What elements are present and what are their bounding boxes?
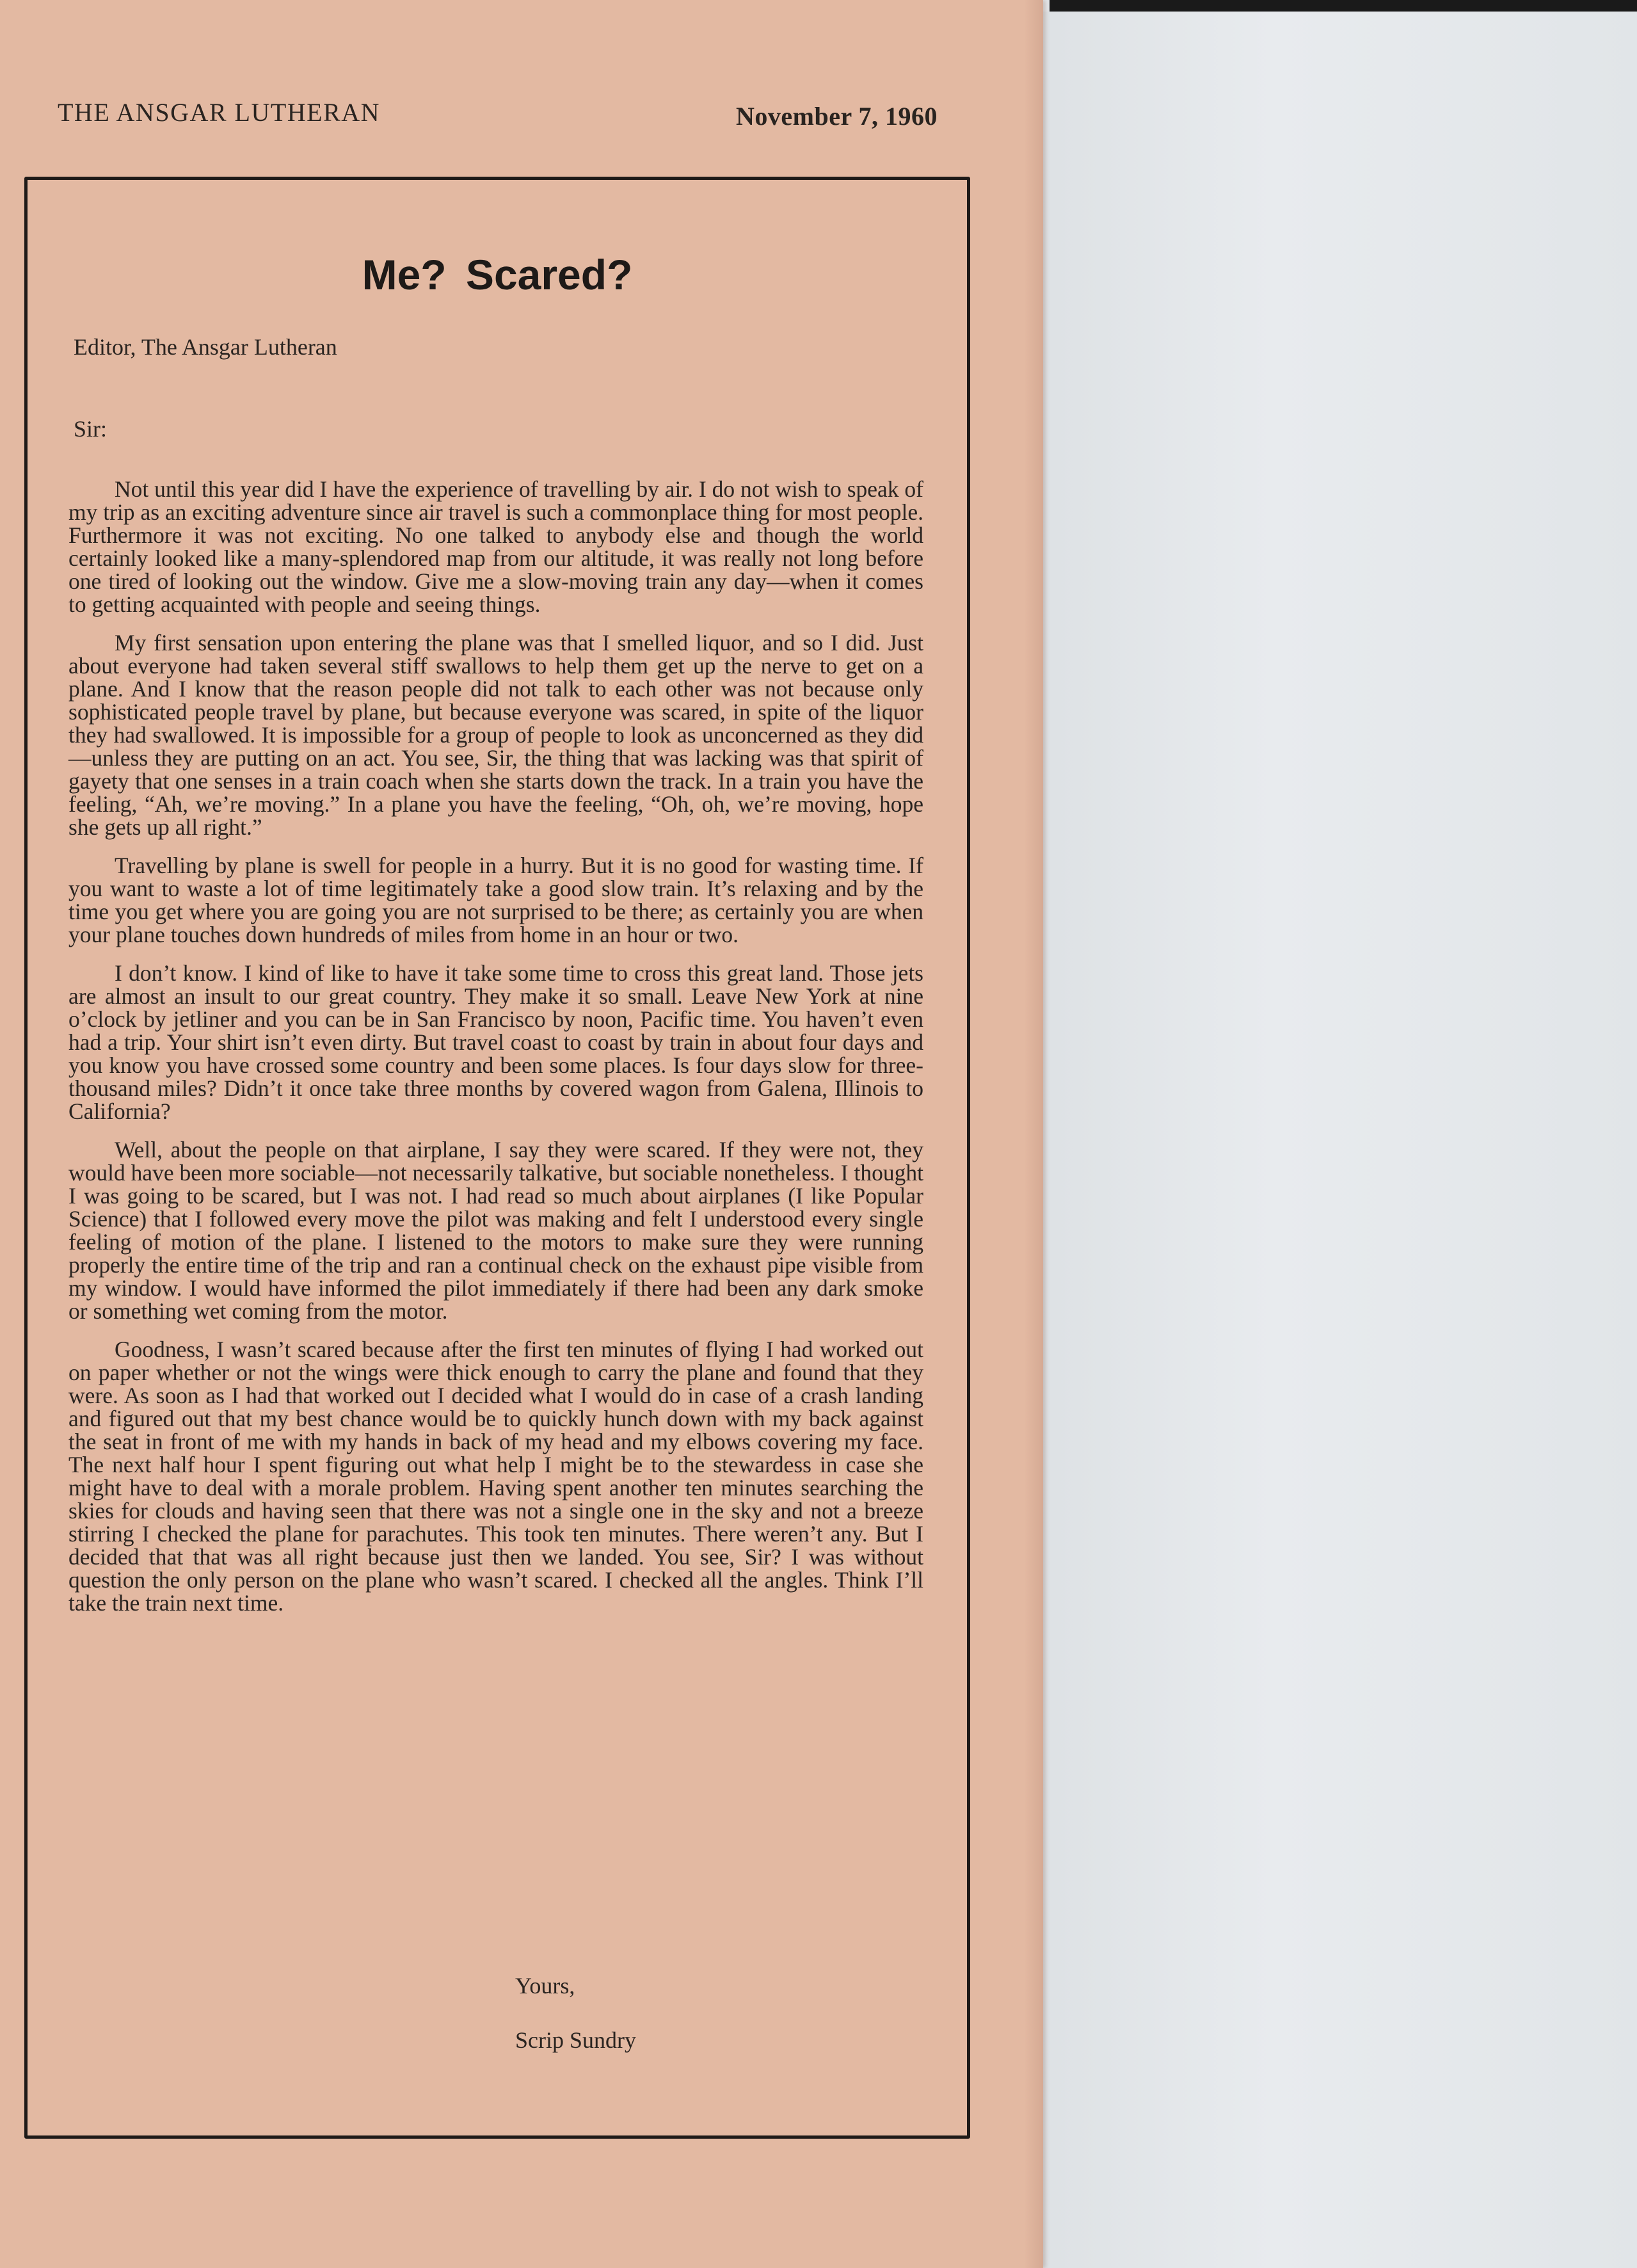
letter-body <box>68 478 923 1630</box>
letter-paragraph: Goodness, I wasn’t scared because after the first ten minutes of flying I had worked out on paper whether or not the wings were thick enough to carry the plane and found that they were. As soon as I had that worked out I decided what I would do in case of a crash landing and figured out that my best chance would be to quickly hunch down with my back against the seat in front of me with my hands in back of my head and my elbows covering my face. The next half hour I spent figuring out what help I might be to the stewardess in case she might have to deal with a morale problem. Having spent another ten minutes searching the skies for clouds and having seen that there was not a single one in the sky and not a breeze stirring I checked the plane for parachutes. This took ten minutes. There weren’t any. But I decided that that was all right because just then we landed. You see, Sir? I was without question the only person on the plane who wasn’t scared. I checked all the angles. Think I’ll take the train next time. <box>68 1337 923 1616</box>
letter-recipient: Editor, The Ansgar Lutheran <box>74 334 337 360</box>
scanner-top-strip <box>1050 0 1637 12</box>
letter-title: Me? Scared? <box>362 251 633 298</box>
letter-signature: Scrip Sundry <box>515 2027 636 2053</box>
letter-salutation: Sir: <box>74 416 108 442</box>
letter-closing: Yours, <box>515 1973 575 1999</box>
publication-name: THE ANSGAR LUTHERAN <box>58 98 381 127</box>
letter-paragraph: Not until this year did I have the experience of travelling by air. I do not wish to speak of my trip as an exciting adventure since air travel is such a commonplace thing for most people. Furthermore it was not exciting. No one talked to anybody else and though the world certainly looked like a many-splendored map from our altitude, it was really not long before one tired of looking out the window. Give me a slow-moving train any day—when it comes to getting acquainted with people and seeing things. <box>68 476 923 617</box>
letter-paragraph: My first sensation upon entering the plane was that I smelled liquor, and so I did. Just about everyone had taken several stiff swallows to help them get up the nerve to get on a plane. And I know that the reason people did not talk to each other was not because only sophisticated people travel by plane, but because everyone was scared, in spite of the liquor they had swallowed. It is impossible for a group of people to look as unconcerned as they did—unless they are putting on an act. You see, Sir, the thing that was lacking was that spirit of gayety that one senses in a train coach when she starts down the track. In a train you have the feeling, “Ah, we’re moving.” In a plane you have the feeling, “Oh, oh, we’re moving, hope she gets up all right.” <box>68 630 923 840</box>
letter-paragraph: Well, about the people on that airplane, I say they were scared. If they were not, they would have been more sociable—not necessarily talkative, but sociable nonetheless. I thought I was going to be scared, but I was not. I had read so much about airplanes (I like Popular Science) that I followed every move the pilot was making and felt I understood every single feeling of motion of the plane. I listened to the motors to make sure they were running properly the entire time of the trip and ran a continual check on the exhaust pipe visible from my window. I would have informed the pilot immediately if there had been any dark smoke or something wet coming from the motor. <box>68 1137 923 1324</box>
letter-paragraph: Travelling by plane is swell for people in a hurry. But it is no good for wasting time. If you want to waste a lot of time legitimately take a good slow train. It’s relaxing and by the time you get where you are going you are not surprised to be there; as certainly you are when your plane touches down hundreds of miles from home in an hour or two. <box>68 853 923 947</box>
issue-date: November 7, 1960 <box>736 102 938 131</box>
letter-paragraph: I don’t know. I kind of like to have it take some time to cross this great land. Those jets are almost an insult to our great country. They make it so small. Leave New York at nine o’clock by jetliner and you can be in San Francisco by noon, Pacific time. You haven’t even had a trip. Your shirt isn’t even dirty. But travel coast to coast by train in about four days and you know you have crossed some country and been some places. Is four days slow for three-thousand miles? Didn’t it once take three months by covered wagon from Galena, Illinois to California? <box>68 960 923 1124</box>
letter-frame <box>24 177 970 2139</box>
scanner-background <box>1030 12 1637 2268</box>
